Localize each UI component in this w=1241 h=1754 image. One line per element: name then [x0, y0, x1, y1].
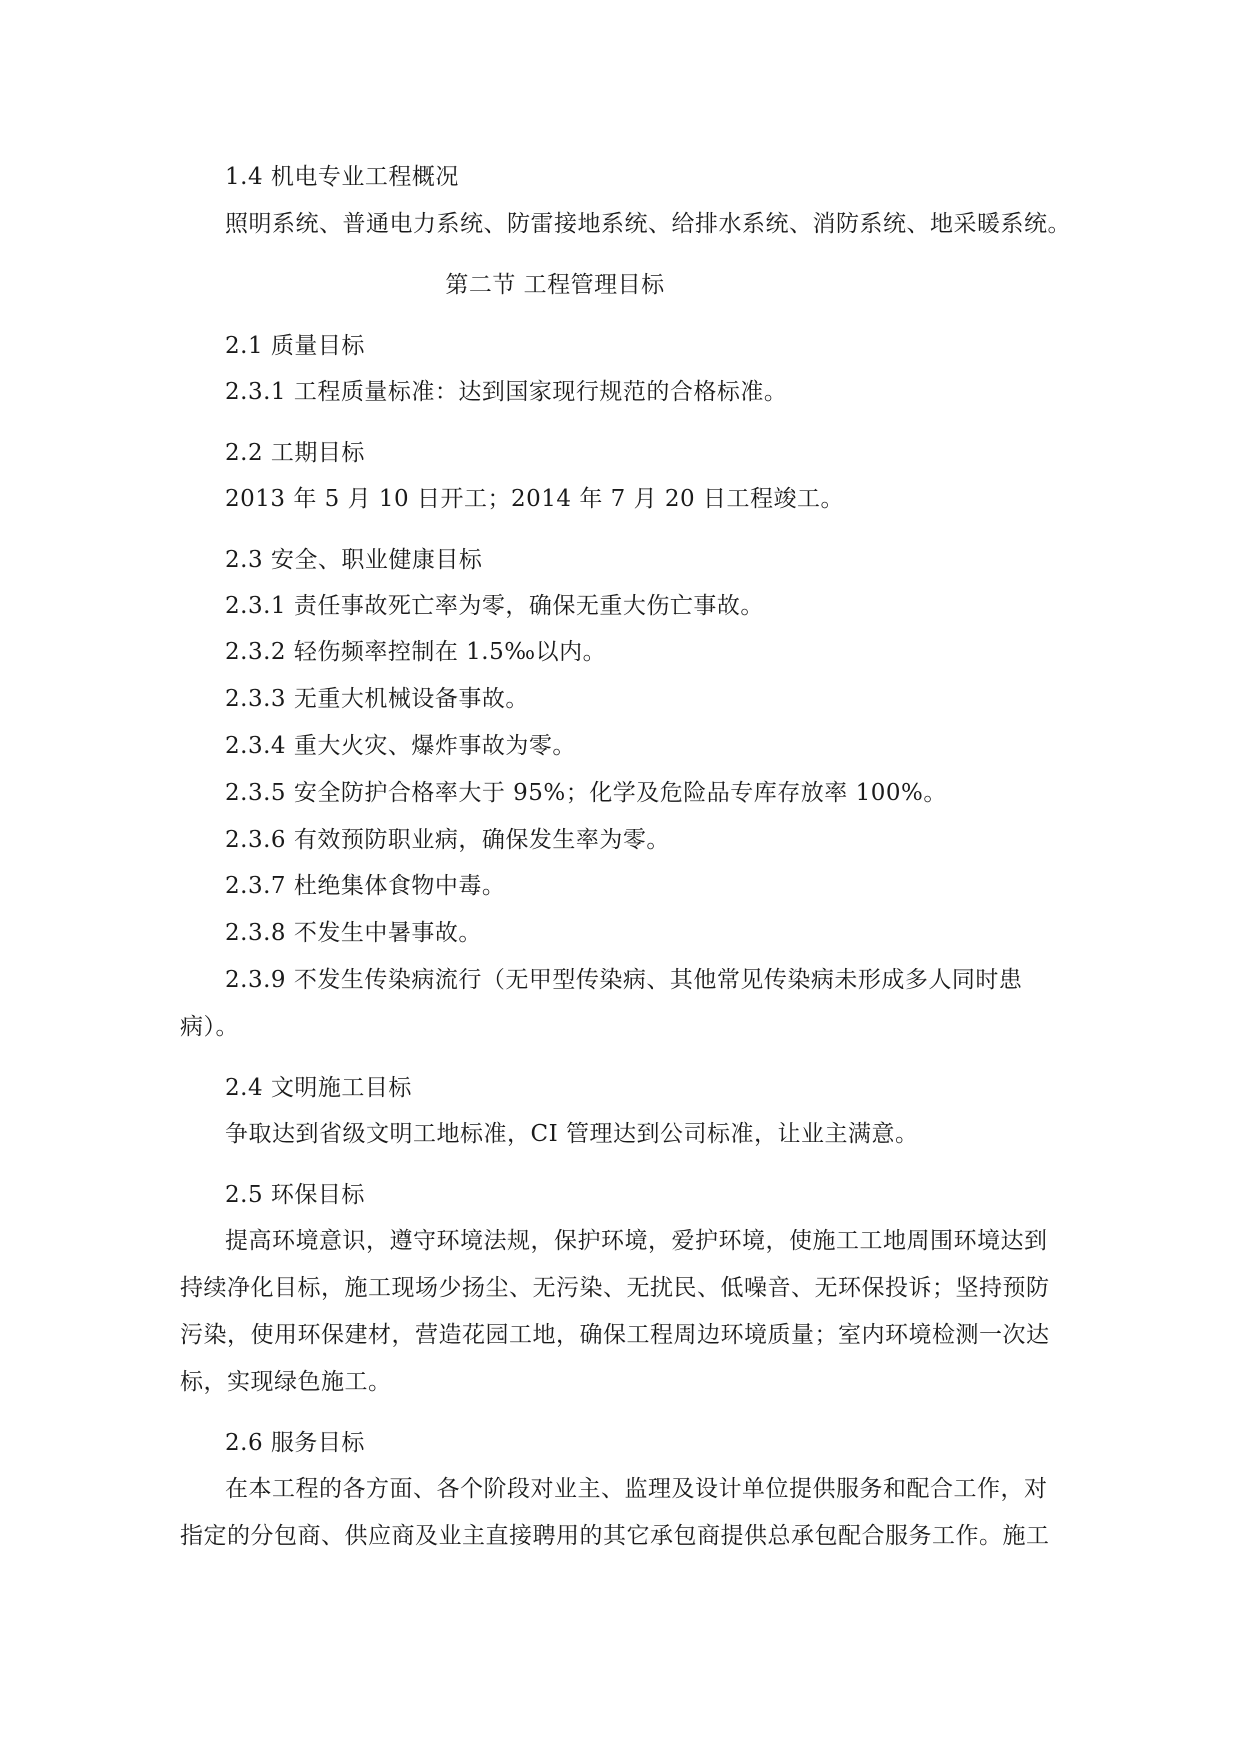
section-1-4-body: 照明系统、普通电力系统、防雷接地系统、给排水系统、消防系统、地采暖系统。	[225, 211, 1071, 237]
section-2-4-body: 争取达到省级文明工地标准，CI 管理达到公司标准，让业主满意。	[225, 1121, 919, 1147]
section-2-3-heading: 2.3 安全、职业健康目标	[225, 547, 483, 573]
section-2-3-item: 2.3.3 无重大机械设备事故。	[225, 686, 529, 712]
section-2-5-body-line: 污染，使用环保建材，营造花园工地，确保工程周边环境质量；室内环境检测一次达	[180, 1322, 1050, 1348]
section-2-5-body-line: 持续净化目标，施工现场少扬尘、无污染、无扰民、低噪音、无环保投诉；坚持预防	[180, 1275, 1050, 1301]
section-2-6-body-line: 指定的分包商、供应商及业主直接聘用的其它承包商提供总承包配合服务工作。施工	[180, 1523, 1050, 1549]
section-2-3-item: 2.3.6 有效预防职业病，确保发生率为零。	[225, 827, 670, 853]
section-2-3-item: 2.3.7 杜绝集体食物中毒。	[225, 873, 506, 899]
section-2-6-body-line: 在本工程的各方面、各个阶段对业主、监理及设计单位提供服务和配合工作，对	[225, 1476, 1048, 1502]
section-2-3-item: 2.3.9 不发生传染病流行（无甲型传染病、其他常见传染病未形成多人同时患	[225, 967, 1023, 993]
section-2-5-body-line: 提高环境意识，遵守环境法规，保护环境，爱护环境，使施工工地周围环境达到	[225, 1228, 1048, 1254]
section-2-5-heading: 2.5 环保目标	[225, 1182, 365, 1208]
section-2-3-item: 2.3.4 重大火灾、爆炸事故为零。	[225, 733, 576, 759]
section-2-1-item: 2.3.1 工程质量标准：达到国家现行规范的合格标准。	[225, 379, 788, 405]
section-2-4-heading: 2.4 文明施工目标	[225, 1075, 412, 1101]
section-1-4-heading: 1.4 机电专业工程概况	[225, 164, 459, 190]
section-2-5-body-line: 标，实现绿色施工。	[180, 1369, 392, 1395]
section-2-3-item: 2.3.8 不发生中暑事故。	[225, 920, 482, 946]
section-2-2-heading: 2.2 工期目标	[225, 440, 365, 466]
section-2-1-heading: 2.1 质量目标	[225, 333, 365, 359]
section-2-3-item: 2.3.1 责任事故死亡率为零，确保无重大伤亡事故。	[225, 593, 764, 619]
section-2-3-item: 2.3.2 轻伤频率控制在 1.5‰以内。	[225, 639, 607, 665]
section-2-3-item: 2.3.5 安全防护合格率大于 95%；化学及危险品专库存放率 100%。	[225, 780, 947, 806]
section-2-3-item-continuation: 病）。	[180, 1014, 239, 1040]
section-title: 第二节 工程管理目标	[445, 272, 665, 298]
section-2-6-heading: 2.6 服务目标	[225, 1430, 365, 1456]
section-2-2-body: 2013 年 5 月 10 日开工；2014 年 7 月 20 日工程竣工。	[225, 486, 844, 512]
